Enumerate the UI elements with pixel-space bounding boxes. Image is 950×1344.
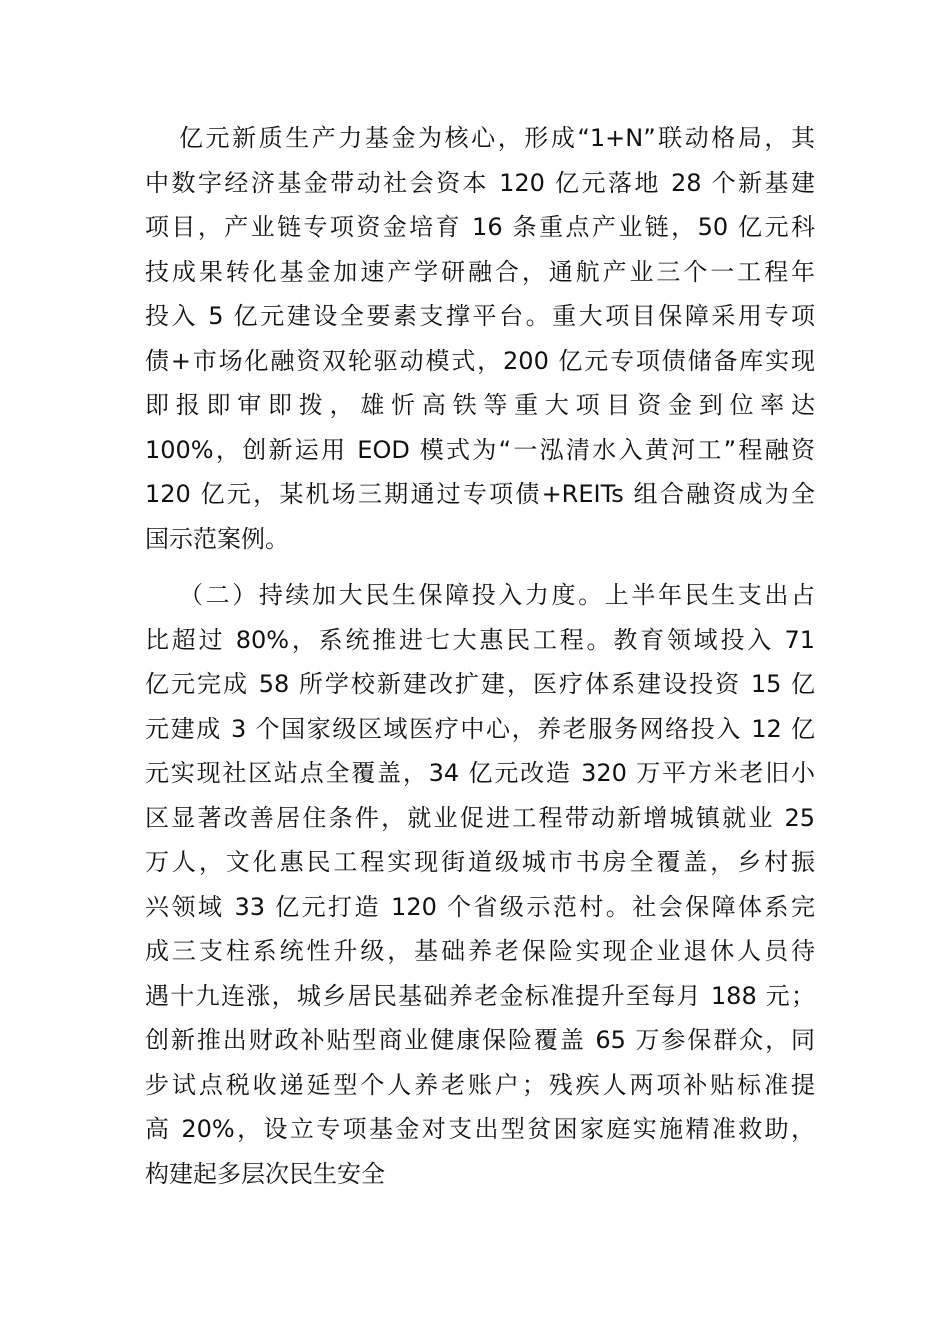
paragraph-line: 债+市场化融资双轮驱动模式，200 亿元专项债储备库实现	[145, 346, 815, 375]
paragraph-line: 遇十九连涨，城乡居民基础养老金标准提升至每月 188 元；	[145, 981, 815, 1010]
paragraph-line: 万人，文化惠民工程实现街道级城市书房全覆盖，乡村振	[145, 848, 815, 876]
paragraph-line: 投入 5 亿元建设全要素支撑平台。重大项目保障采用专项	[145, 302, 815, 330]
paragraph-line: 高 20%，设立专项基金对支出型贫困家庭实施精准救助，	[145, 1115, 815, 1143]
paragraph-line: （二）持续加大民生保障投入力度。上半年民生支出占	[179, 581, 815, 609]
paragraph-line: 步试点税收递延型个人养老账户；残疾人两项补贴标准提	[145, 1070, 815, 1099]
paragraph-line: 成三支柱系统性升级，基础养老保险实现企业退休人员待	[145, 937, 815, 965]
paragraph-line: 中数字经济基金带动社会资本 120 亿元落地 28 个新基建	[145, 168, 815, 197]
paragraph-line: 国示范案例。	[145, 524, 289, 553]
paragraph-line: 区显著改善居住条件，就业促进工程带动新增城镇就业 25	[145, 803, 815, 832]
paragraph-line: 项目，产业链专项资金培育 16 条重点产业链，50 亿元科	[145, 213, 815, 241]
paragraph-line: 技成果转化基金加速产学研融合，通航产业三个一工程年	[145, 257, 815, 286]
paragraph-2	[145, 573, 815, 1196]
paragraph-line: 100%，创新运用 EOD 模式为“一泓清水入黄河工”程融资	[145, 435, 815, 464]
paragraph-line: 比超过 80%，系统推进七大惠民工程。教育领域投入 71	[145, 625, 815, 654]
paragraph-line: 亿元新质生产力基金为核心，形成“1+N”联动格局，其	[179, 124, 815, 152]
paragraph-line: 即报即审即拨，雄忻高铁等重大项目资金到位率达	[145, 391, 815, 419]
paragraph-1	[145, 116, 815, 561]
paragraph-line: 构建起多层次民生安全	[145, 1159, 385, 1188]
paragraph-line: 120 亿元，某机场三期通过专项债+REITs 组合融资成为全	[145, 480, 815, 508]
paragraph-line: 元实现社区站点全覆盖，34 亿元改造 320 万平方米老旧小	[145, 759, 815, 787]
paragraph-line: 创新推出财政补贴型商业健康保险覆盖 65 万参保群众，同	[145, 1026, 815, 1054]
paragraph-line: 兴领域 33 亿元打造 120 个省级示范村。社会保障体系完	[145, 892, 815, 921]
paragraph-line: 元建成 3 个国家级区域医疗中心，养老服务网络投入 12 亿	[145, 714, 815, 743]
paragraph-line: 亿元完成 58 所学校新建改扩建，医疗体系建设投资 15 亿	[145, 670, 815, 698]
